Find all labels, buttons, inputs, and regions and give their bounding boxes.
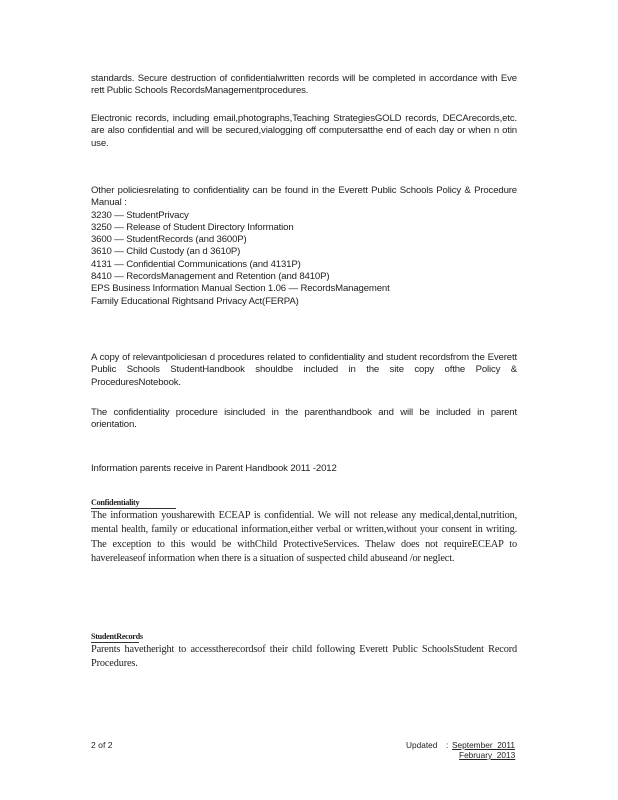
handbook-text: The confidentiality procedure isincluded in the parenthandbook and will be included in parent orientation. [91, 407, 517, 431]
records-destruction-text: standards. Secure destruction of confidentialwritten records will be completed in accordance with Eve rett Public Schools RecordsManagementprocedures. [91, 73, 517, 97]
other-policies-intro: Other policiesrelating to confidentiality can be found in the Everett Public Schools Policy & Procedure Manual : [91, 185, 517, 209]
confidentiality-section [91, 498, 517, 566]
student-records-heading: StudentRecords [91, 632, 143, 641]
student-records-text: Parents havetheright to accesstherecordsof their child following Everett Public SchoolsStudent Record Procedures. [91, 644, 517, 670]
policy-item: EPS Business Information Manual Section 1.06 — RecordsManagement [91, 283, 390, 295]
policy-item: 3250 — Release of Student Directory Information [91, 221, 294, 233]
confidentiality-text: The information yousharewith ECEAP is confidential. We will not release any medical,dental,nutrition, mental health, family or educational information,either verbal or written,without your consent in writing. The exception to this would be withChild ProtectiveServices. Thelaw does not requireECEAP to havereleaseof information when there is a situation of suspected child abuseand /or neglect. [91, 510, 517, 564]
other-policies-section [91, 185, 517, 308]
handbook-info-line [91, 463, 517, 475]
page-number: 2 of 2 [91, 740, 113, 750]
policy-item: 3600 — StudentRecords (and 3600P) [91, 234, 247, 246]
student-records-section [91, 632, 517, 672]
updated-label: Updated [406, 740, 438, 750]
confidentiality-heading: Confidentiality [91, 498, 176, 509]
handbook-paragraph [91, 407, 517, 432]
policy-item: 4131 — Confidential Communications (and 4131P) [91, 258, 301, 270]
handbook-info-text: Information parents receive in Parent Handbook 2011 -2012 [91, 463, 337, 474]
updated-date-1: September 2011 [452, 740, 516, 750]
updated-block [406, 740, 524, 760]
policy-item: 3610 — Child Custody (an d 3610P) [91, 246, 241, 258]
copy-paragraph [91, 352, 517, 389]
updated-date-2: February 2013 [459, 750, 516, 760]
electronic-records-text: Electronic records, including email,photographs,Teaching StrategiesGOLD records, DECArecords,etc. are also confidential and will be secured,vialogging off computersatthe end of each day or when n otin use. [91, 113, 517, 149]
policy-item: Family Educational Rightsand Privacy Act(FERPA) [91, 295, 299, 307]
copy-text: A copy of relevantpoliciesan d procedures related to confidentiality and student recordsfrom the Everett Public Schools StudentHandbook shouldbe included in the site copy ofthe Policy & ProceduresNotebook. [91, 352, 517, 388]
policy-item: 8410 — RecordsManagement and Retention (and 8410P) [91, 271, 330, 283]
electronic-records-paragraph [91, 113, 517, 150]
records-destruction-paragraph [91, 73, 517, 98]
updated-separator: : [446, 740, 449, 750]
policy-item: 3230 — StudentPrivacy [91, 209, 189, 221]
